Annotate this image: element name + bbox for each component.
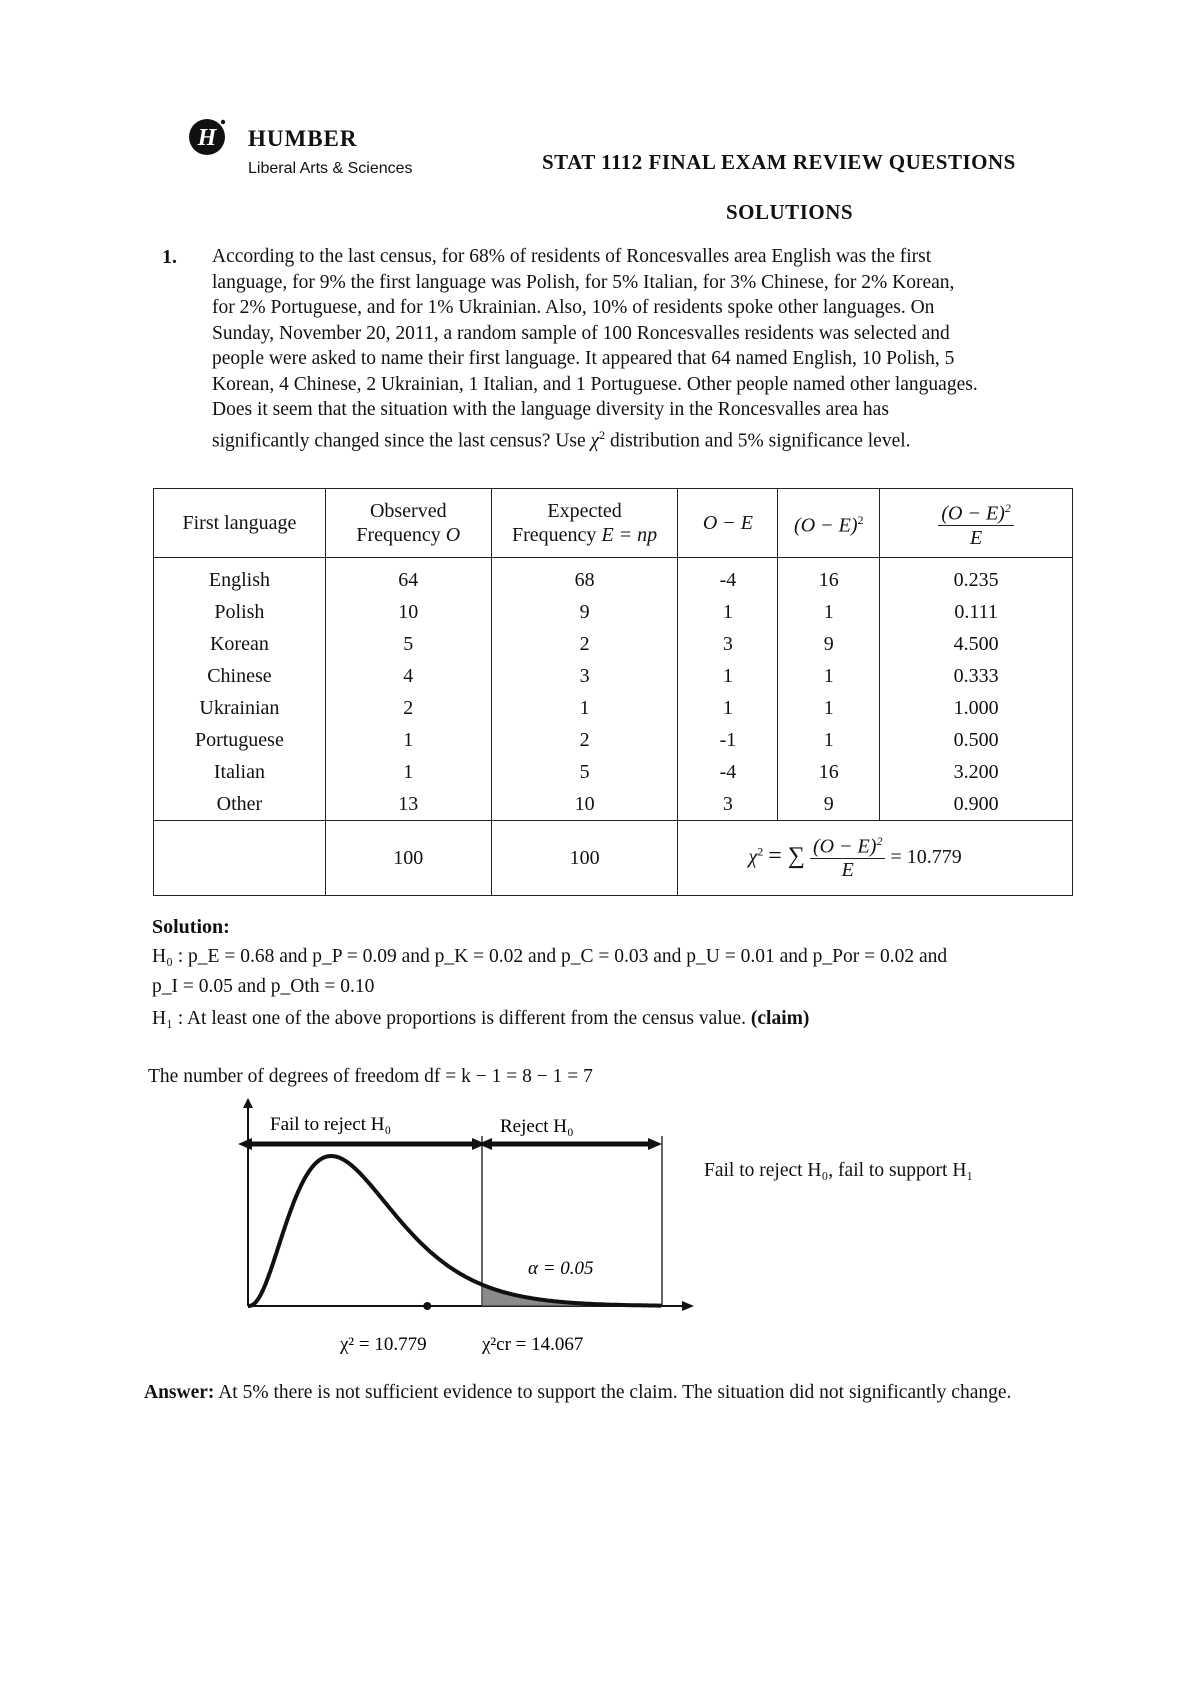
table-row: English 64 68 -4 16 0.235 bbox=[154, 558, 1073, 597]
question-line: Sunday, November 20, 2011, a random sample of 100 Roncesvalles residents was selected and bbox=[212, 322, 950, 344]
test-statistic-marker bbox=[423, 1302, 431, 1310]
table-row: Ukrainian 2 1 1 1 1.000 bbox=[154, 692, 1073, 724]
answer-label: Answer: bbox=[144, 1382, 215, 1403]
question-line: According to the last census, for 68% of residents of Roncesvalles area English was the first bbox=[212, 246, 932, 267]
decision-text: Fail to reject H₀, fail to support H₁ bbox=[704, 1160, 974, 1181]
reject-region-label: Reject H₀ bbox=[500, 1116, 574, 1137]
question-line: people were asked to name their first language. It appeared that 64 named English, 10 Polish, 5 bbox=[212, 348, 955, 369]
table-totals-row bbox=[154, 821, 1073, 896]
question-line: for 2% Portuguese, and for 1% Ukrainian. Also, 10% of residents spoke other languages. On bbox=[212, 297, 935, 318]
fail-region-label: Fail to reject H₀ bbox=[270, 1114, 392, 1135]
brand-subtitle: Liberal Arts & Sciences bbox=[248, 160, 413, 177]
x-axis-arrow-icon bbox=[682, 1301, 694, 1311]
question-text bbox=[212, 244, 1112, 454]
solution-label: Solution: bbox=[152, 916, 230, 938]
table-row: Italian 1 5 -4 16 3.200 bbox=[154, 756, 1073, 788]
alternative-hypothesis: H₁ : At least one of the above proportions is different from the census value. (claim) bbox=[152, 1008, 810, 1029]
degrees-of-freedom: The number of degrees of freedom df = k − 1 = 8 − 1 = 7 bbox=[148, 1066, 593, 1087]
svg-text:H: H bbox=[197, 125, 217, 151]
chi-square-density-curve bbox=[248, 1156, 661, 1306]
null-hypothesis-line-1: H₀ : p_E = 0.68 and p_P = 0.09 and p_K = 0.02 and p_C = 0.03 and p_U = 0.01 and p_Por = 0.02 and bbox=[152, 946, 948, 967]
chi-symbol: χ bbox=[590, 430, 600, 451]
chi-square-formula: $\chi^2$ = ∑ $\frac{(O - E)^2}{E}$ = 10.779 bbox=[678, 821, 1073, 896]
total-expected: 100 bbox=[491, 821, 678, 896]
header-expected: Expected Frequency E = np bbox=[491, 489, 678, 558]
chi-square-chart bbox=[230, 1098, 700, 1380]
humber-logo-icon bbox=[188, 118, 226, 156]
question-line-last: significantly changed since the last census? Use $\chi^2$ distribution and 5% significance level. bbox=[212, 427, 911, 451]
test-statistic-label: χ² = 10.779 bbox=[340, 1334, 427, 1355]
table-row: Chinese 4 3 1 1 0.333 bbox=[154, 660, 1073, 692]
reject-region-right-arrowhead-icon bbox=[648, 1138, 662, 1150]
exam-title: STAT 1112 FINAL EXAM REVIEW QUESTIONS bbox=[542, 150, 1016, 174]
table-header-row bbox=[154, 489, 1073, 558]
table-row: Korean 5 2 3 9 4.500 bbox=[154, 628, 1073, 660]
header-o-minus-e: O − E bbox=[678, 489, 778, 558]
question-number: 1. bbox=[162, 246, 177, 268]
alpha-label: α = 0.05 bbox=[528, 1258, 594, 1279]
reject-region-left-arrowhead-icon bbox=[478, 1138, 492, 1150]
total-observed: 100 bbox=[325, 821, 491, 896]
answer-text: At 5% there is not sufficient evidence to support the claim. The situation did not significantly change. bbox=[218, 1382, 1012, 1403]
answer bbox=[144, 1382, 1104, 1404]
header-ratio: $\frac{(O - E)^2}{E}$ bbox=[880, 489, 1073, 558]
table-row: Portuguese 1 2 -1 1 0.500 bbox=[154, 724, 1073, 756]
chi-square-result: = 10.779 bbox=[890, 845, 962, 868]
question-line: Korean, 4 Chinese, 2 Ukrainian, 1 Italian, and 1 Portuguese. Other people named other languages. bbox=[212, 373, 978, 395]
header-o-minus-e-squared: $(O - E)^2$ bbox=[778, 489, 880, 558]
question-line: language, for 9% the first language was Polish, for 5% Italian, for 3% Chinese, for 2% Korean, bbox=[212, 271, 955, 293]
header-first-language: First language bbox=[154, 489, 326, 558]
claim-label: (claim) bbox=[750, 1008, 810, 1029]
solutions-heading: SOLUTIONS bbox=[726, 200, 854, 224]
null-hypothesis-line-2: p_I = 0.05 and p_Oth = 0.10 bbox=[152, 976, 375, 997]
brand-name: HUMBER bbox=[248, 126, 358, 151]
critical-value-label: χ²cr = 14.067 bbox=[482, 1334, 584, 1355]
table-row: Other 13 10 3 9 0.900 bbox=[154, 788, 1073, 821]
table-row: Polish 10 9 1 1 0.111 bbox=[154, 596, 1073, 628]
fail-region-left-arrowhead-icon bbox=[238, 1138, 252, 1150]
question-line: Does it seem that the situation with the language diversity in the Roncesvalles area has bbox=[212, 399, 889, 420]
header-observed: Observed Frequency O bbox=[325, 489, 491, 558]
y-axis-arrow-icon bbox=[243, 1098, 253, 1108]
frequency-table bbox=[153, 488, 1073, 896]
